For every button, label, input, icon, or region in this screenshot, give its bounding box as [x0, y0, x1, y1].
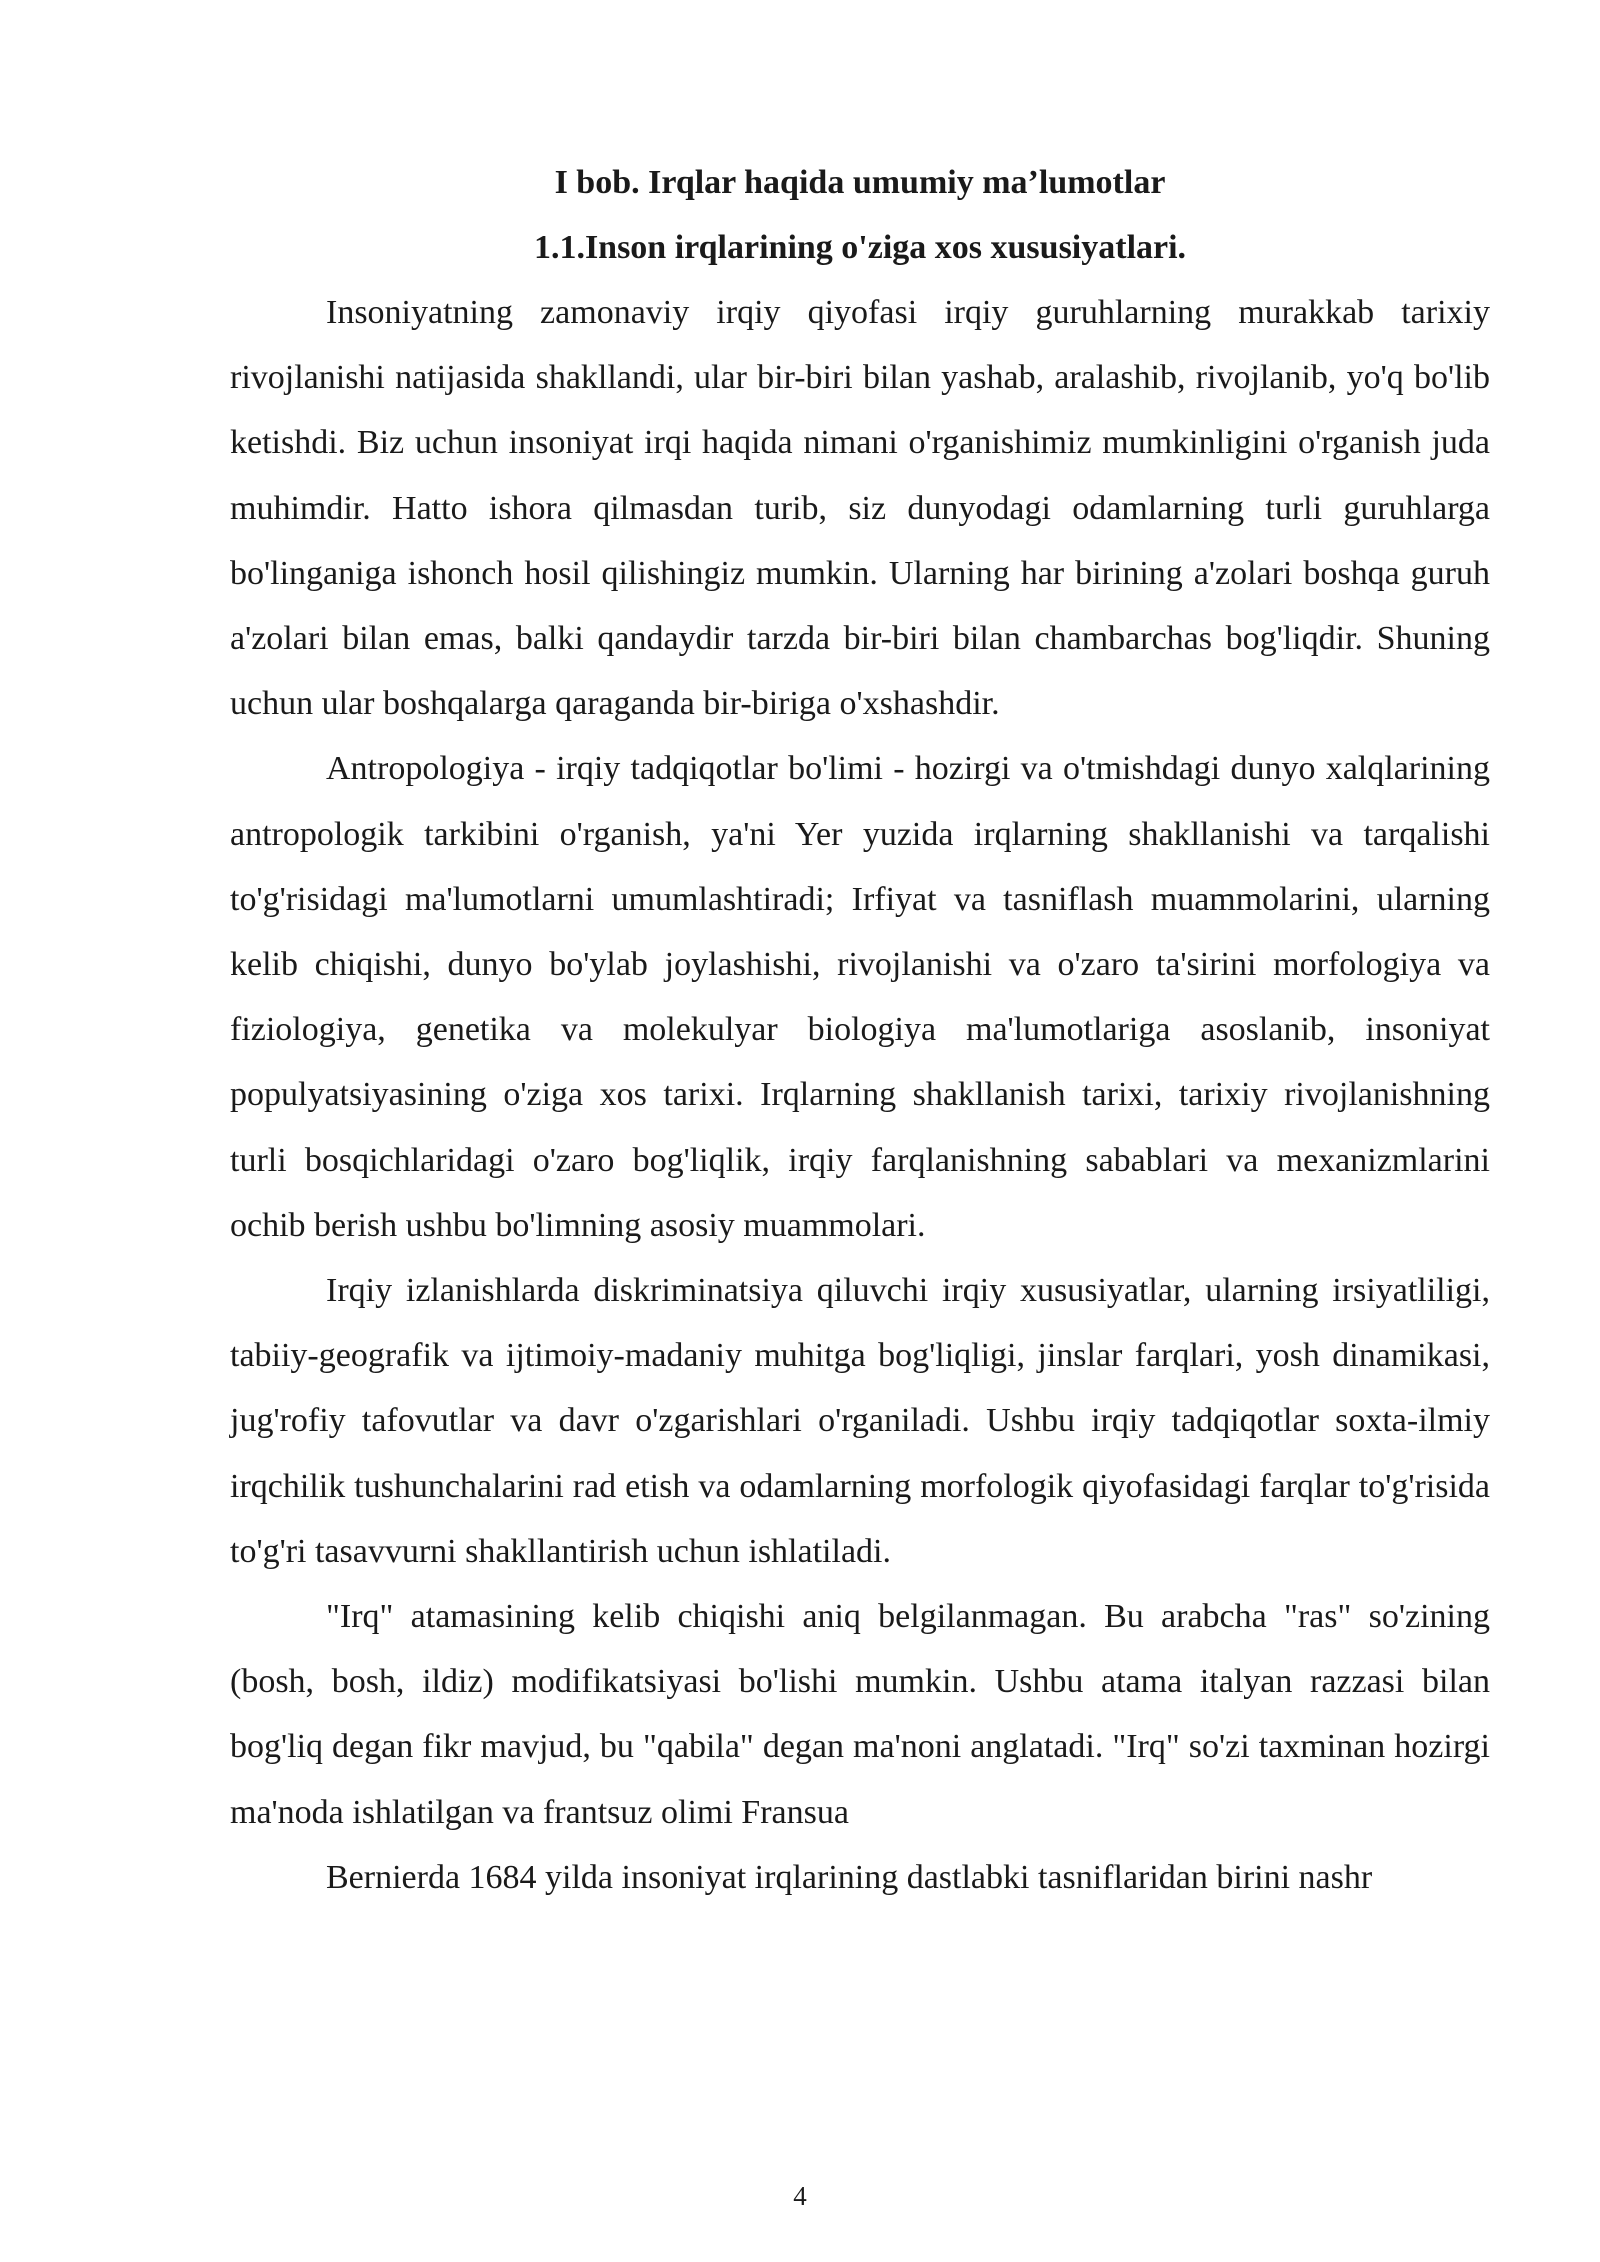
page-number: 4	[793, 2181, 807, 2211]
chapter-title: I bob. Irqlar haqida umumiy ma’lumotlar	[554, 164, 1166, 201]
body-paragraph: Antropologiya - irqiy tadqiqotlar bo'limi - hozirgi va o'tmishdagi dunyo xalqlarining antropologik tarkibini o'rganish, ya'ni Yer yuzida irqlarning shakllanishi va tarqalishi to'g'risidagi ma'lumotlarni umumlashtiradi; Irfiyat va tasniflash muammolarini, ularning kelib chiqishi, dunyo bo'ylab joylashishi, rivojlanishi va o'zaro ta'sirini morfologiya va fiziologiya, genetika va molekulyar biologiya ma'lumotlariga asoslanib, insoniyat populyatsiyasining o'ziga xos tarixi. Irqlarning shakllanish tarixi, tarixiy rivojlanishning turli bosqichlaridagi o'zaro bog'liqlik, irqiy farqlanishning sabablari va mexanizmlarini ochib berish ushbu bo'limning asosiy muammolari.	[230, 750, 1490, 1244]
body-paragraph: Irqiy izlanishlarda diskriminatsiya qiluvchi irqiy xususiyatlar, ularning irsiyatliligi, tabiiy-geografik va ijtimoiy-madaniy muhitga bog'liqligi, jinslar farqlari, yosh dinamikasi, jug'rofiy tafovutlar va davr o'zgarishlari o'rganiladi. Ushbu irqiy tadqiqotlar soxta-ilmiy irqchilik tushunchalarini rad etish va odamlarning morfologik qiyofasidagi farqlar to'g'risida to'g'ri tasavvurni shakllantirish uchun ishlatiladi.	[230, 1272, 1490, 1570]
body-paragraph: Insoniyatning zamonaviy irqiy qiyofasi irqiy guruhlarning murakkab tarixiy rivojlanishi natijasida shakllandi, ular bir-biri bilan yashab, aralashib, rivojlanib, yo'q bo'lib ketishdi. Biz uchun insoniyat irqi haqida nimani o'rganishimiz mumkinligini o'rganish juda muhimdir. Hatto ishora qilmasdan turib, siz dunyodagi odamlarning turli guruhlarga bo'linganiga ishonch hosil qilishingiz mumkin. Ularning har birining a'zolari boshqa guruh a'zolari bilan emas, balki qandaydir tarzda bir-biri bilan chambarchas bog'liqdir. Shuning uchun ular boshqalarga qaraganda bir-biriga o'xshashdir.	[230, 294, 1490, 723]
document-page	[230, 150, 1490, 1910]
body-paragraph: Bernierda 1684 yilda insoniyat irqlarining dastlabki tasniflaridan birini nashr	[326, 1858, 1373, 1896]
body-paragraph: "Irq" atamasining kelib chiqishi aniq belgilanmagan. Bu arabcha "ras" so'zining (bosh, bosh, ildiz) modifikatsiyasi bo'lishi mumkin. Ushbu atama italyan razzasi bilan bog'liq degan fikr mavjud, bu "qabila" degan ma'noni anglatadi. "Irq" so'zi taxminan hozirgi ma'noda ishlatilgan va frantsuz olimi Fransua	[230, 1598, 1490, 1831]
section-title: 1.1.Inson irqlarining o'ziga xos xususiyatlari.	[533, 229, 1187, 266]
